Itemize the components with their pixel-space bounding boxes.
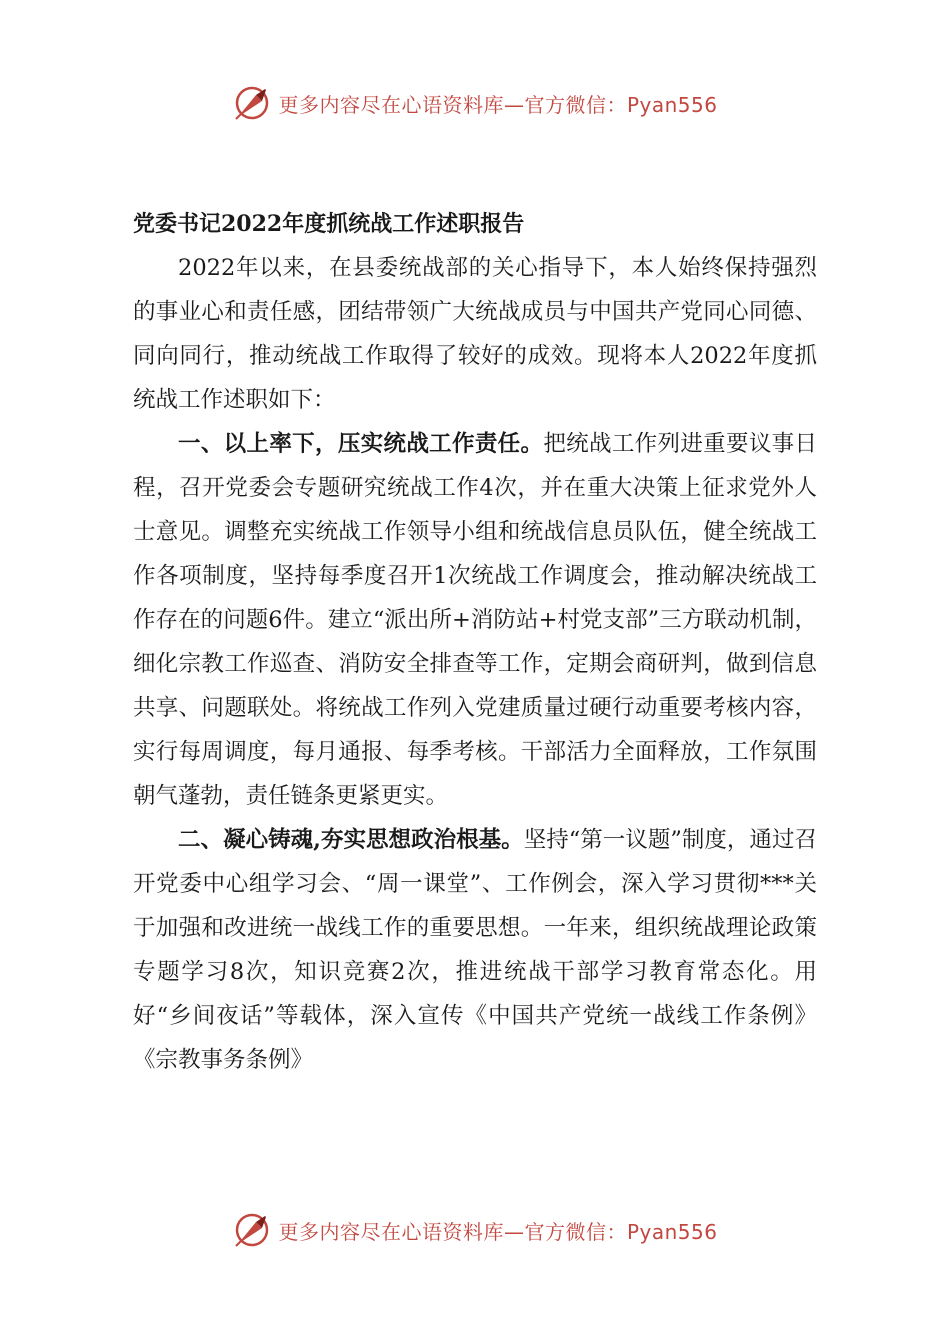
- paragraph-body: 把统战工作列进重要议事日程，召开党委会专题研究统战工作4次，并在重大决策上征求党外人士意见。调整充实统战工作领导小组和统战信息员队伍，健全统战工作各项制度，坚持每季度召开1次统战工作调度会，推动解决统战工作存在的问题6件。建立“派出所+消防站+村党支部”三方联动机制，细化宗教工作巡查、消防安全排查等工作，定期会商研判，做到信息共享、问题联处。将统战工作列入党建质量过硬行动重要考核内容，实行每周调度，每月通报、每季考核。干部活力全面释放，工作氛围朝气蓬勃，责任链条更紧更实。: [133, 431, 817, 809]
- paragraph-body: 坚持“第一议题”制度，通过召开党委中心组学习会、“周一课堂”、工作例会，深入学习贯彻***关于加强和改进统一战线工作的重要思想。一年来，组织统战理论政策专题学习8次，知识竞赛2次，推进统战干部学习教育常态化。用好“乡间夜话”等载体，深入宣传《中国共产党统一战线工作条例》《宗教事务条例》: [133, 827, 817, 1073]
- section-heading: 一、以上率下，压实统战工作责任。: [178, 431, 544, 457]
- paragraph-section-1: [133, 422, 817, 818]
- section-heading: 二、凝心铸魂,夯实思想政治根基。: [178, 827, 524, 853]
- pen-nib-logo-icon: [232, 1210, 272, 1250]
- paragraph-section-2: [133, 818, 817, 1082]
- watermark-text: 更多内容尽在心语资料库—官方微信：Pyan556: [278, 92, 718, 117]
- header-watermark-banner: [0, 78, 950, 128]
- watermark-text: 更多内容尽在心语资料库—官方微信：Pyan556: [278, 1219, 718, 1244]
- document-body: [133, 202, 817, 1082]
- pen-nib-logo-icon: [232, 83, 272, 123]
- paragraph-intro: [133, 246, 817, 422]
- footer-watermark-banner: [0, 1205, 950, 1255]
- paragraph-body: 2022年以来，在县委统战部的关心指导下，本人始终保持强烈的事业心和责任感，团结带领广大统战成员与中国共产党同心同德、同向同行，推动统战工作取得了较好的成效。现将本人2022年度抓统战工作述职如下：: [133, 255, 817, 413]
- document-title: 党委书记2022年度抓统战工作述职报告: [133, 211, 525, 237]
